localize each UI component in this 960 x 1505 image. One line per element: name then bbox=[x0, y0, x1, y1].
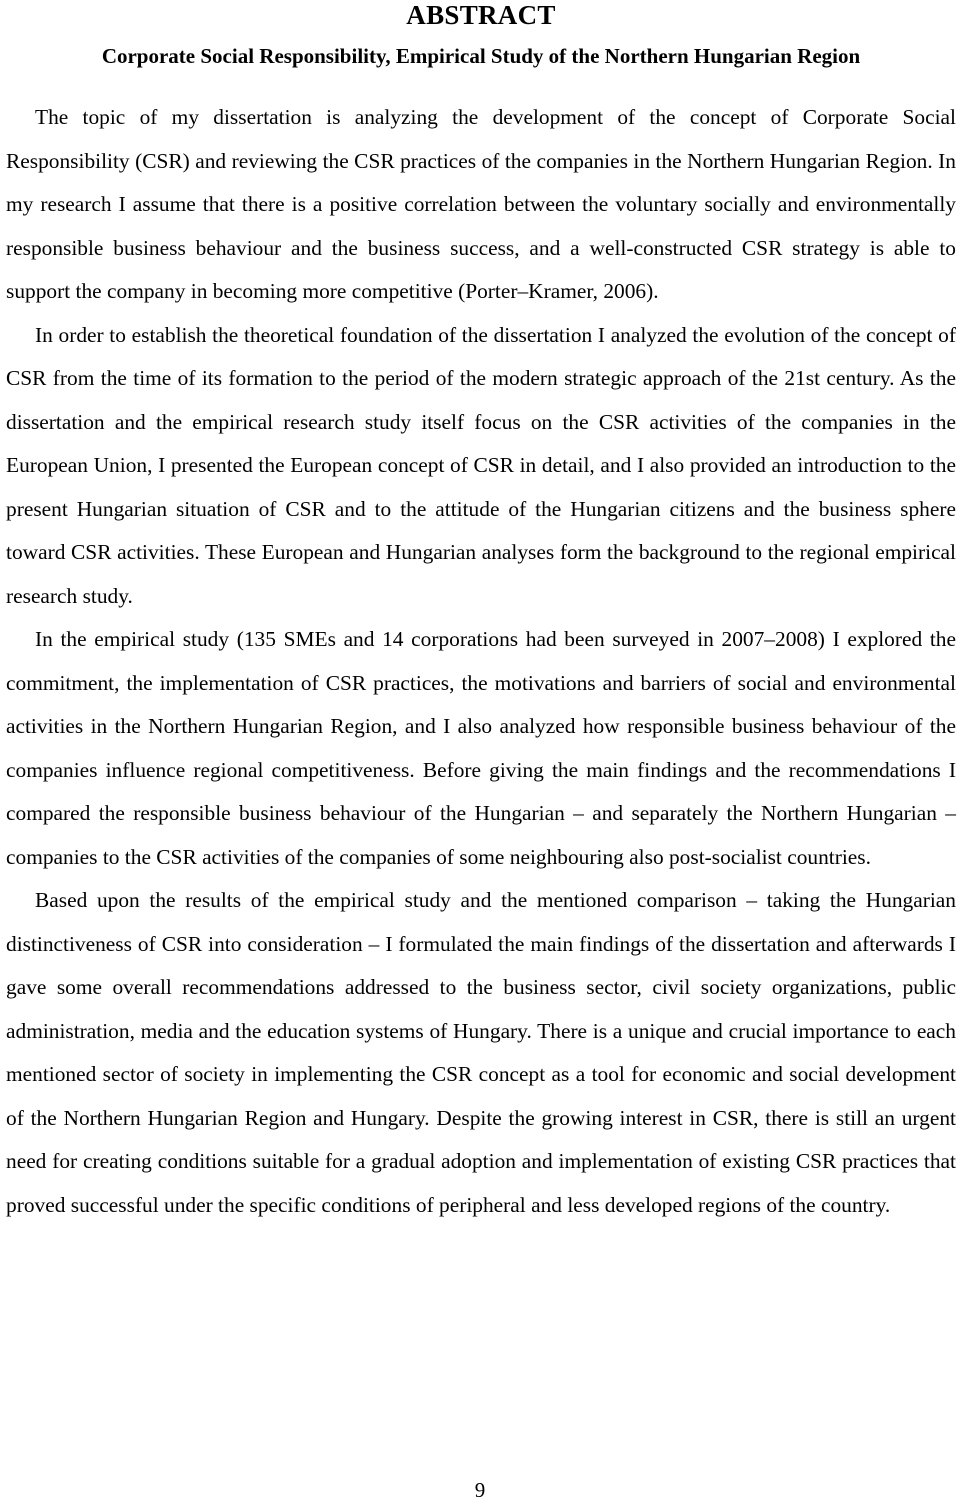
abstract-body bbox=[6, 96, 956, 1227]
document-page bbox=[6, 0, 956, 1227]
page-number: 9 bbox=[474, 1478, 486, 1502]
abstract-heading: ABSTRACT bbox=[406, 0, 556, 30]
document-title: Corporate Social Responsibility, Empirical Study of the Northern Hungarian Region bbox=[101, 44, 861, 68]
paragraph-2: In order to establish the theoretical foundation of the dissertation I analyzed the evolution of the concept of CSR from the time of its formation to the period of the modern strategic approach of the 21st century. As the dissertation and the empirical research study itself focus on the CSR activities of the companies in the European Union, I presented the European concept of CSR in detail, and I also provided an introduction to the present Hungarian situation of CSR and to the attitude of the Hungarian citizens and the business sphere toward CSR activities. These European and Hungarian analyses form the background to the regional empirical research study. bbox=[6, 322, 956, 608]
paragraph-4: Based upon the results of the empirical study and the mentioned comparison – taking the Hungarian distinctiveness of CSR into consideration – I formulated the main findings of the dissertation and afterwards I gave some overall recommendations addressed to the business sector, civil society organizations, public administration, media and the education systems of Hungary. There is a unique and crucial importance to each mentioned sector of society in implementing the CSR concept as a tool for economic and social development of the Northern Hungarian Region and Hungary. Despite the growing interest in CSR, there is still an urgent need for creating conditions suitable for a gradual adoption and implementation of existing CSR practices that proved successful under the specific conditions of peripheral and less developed regions of the country. bbox=[6, 888, 956, 1217]
paragraph-3: In the empirical study (135 SMEs and 14 corporations had been surveyed in 2007–2008) I explored the commitment, the implementation of CSR practices, the motivations and barriers of social and environmental activities in the Northern Hungarian Region, and I also analyzed how responsible business behaviour of the companies influence regional competitiveness. Before giving the main findings and the recommendations I compared the responsible business behaviour of the Hungarian – and separately the Northern Hungarian – companies to the CSR activities of the companies of some neighbouring also post-socialist countries. bbox=[6, 627, 956, 869]
paragraph-1: The topic of my dissertation is analyzing the development of the concept of Corporate Social Responsibility (CSR) and reviewing the CSR practices of the companies in the Northern Hungarian Region. In my research I assume that there is a positive correlation between the voluntary socially and environmentally responsible business behaviour and the business success, and a well-constructed CSR strategy is able to support the company in becoming more competitive (Porter–Kramer, 2006). bbox=[6, 105, 956, 303]
